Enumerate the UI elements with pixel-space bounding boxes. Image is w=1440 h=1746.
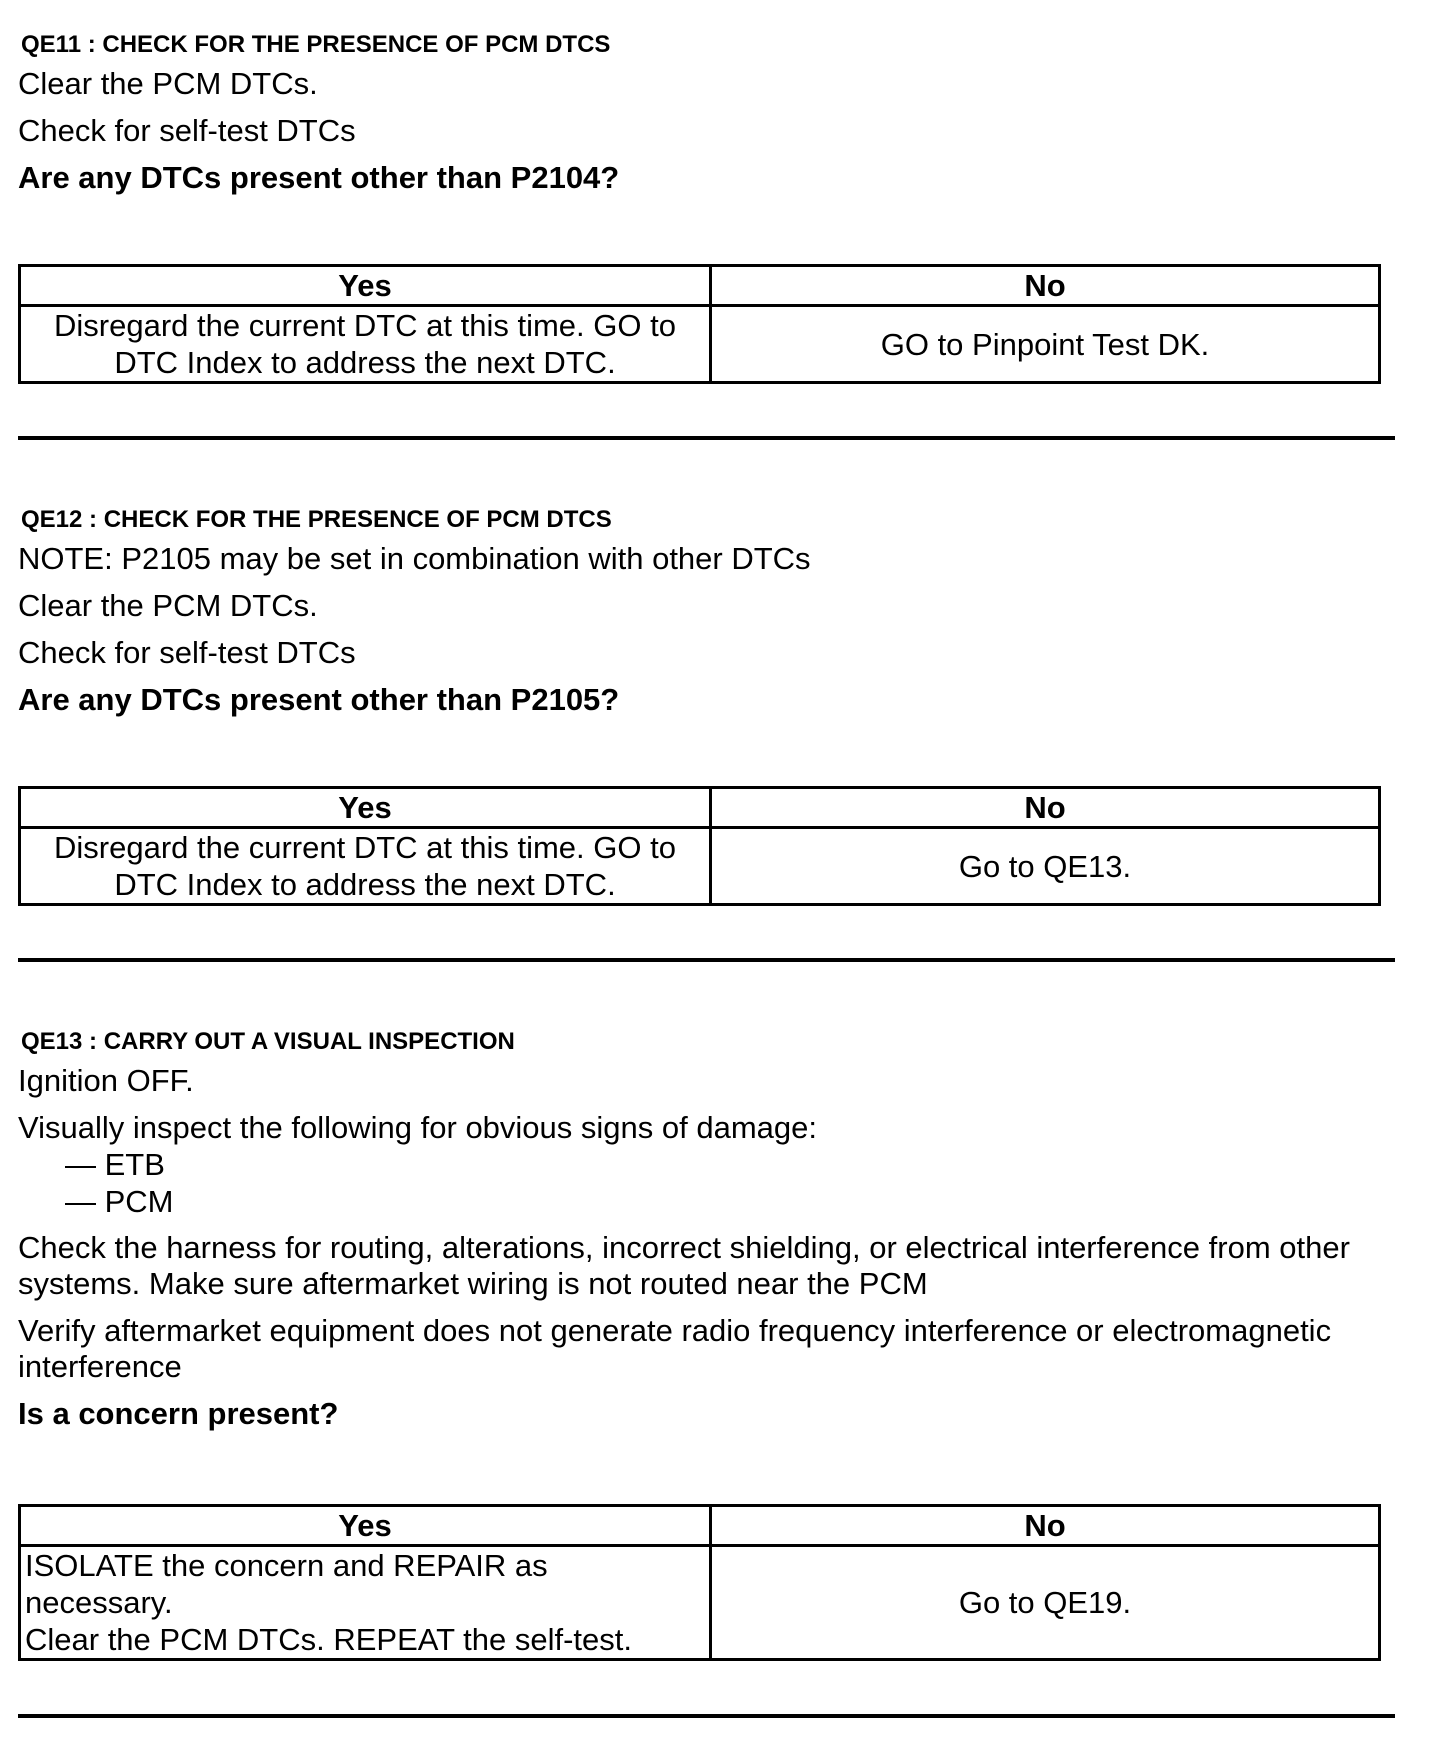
step-question: Are any DTCs present other than P2105? — [18, 682, 620, 717]
section-divider — [18, 436, 1395, 440]
yes-header: Yes — [20, 1506, 711, 1546]
section-qe11 — [18, 30, 1398, 196]
yes-action: Disregard the current DTC at this time. GO to DTC Index to address the next DTC. — [20, 306, 711, 383]
instruction-line: Check for self-test DTCs — [18, 113, 356, 148]
inspection-item: — PCM — [65, 1184, 174, 1219]
no-header: No — [711, 788, 1380, 828]
yes-header: Yes — [20, 788, 711, 828]
step-title: QE11 : CHECK FOR THE PRESENCE OF PCM DTCS — [21, 31, 611, 58]
instruction-line: Check for self-test DTCs — [18, 635, 356, 670]
instruction-line: NOTE: P2105 may be set in combination with other DTCs — [18, 541, 811, 576]
yes-action: Disregard the current DTC at this time. GO to DTC Index to address the next DTC. — [20, 828, 711, 905]
step-title: QE13 : CARRY OUT A VISUAL INSPECTION — [21, 1028, 515, 1055]
yes-action-line: Clear the PCM DTCs. REPEAT the self-test. — [25, 1622, 632, 1657]
instruction-line: Visually inspect the following for obvious signs of damage: — [18, 1110, 817, 1145]
section-qe12 — [18, 505, 1398, 718]
section-divider — [18, 958, 1395, 962]
no-action: Go to QE19. — [711, 1546, 1380, 1660]
decision-table — [18, 264, 1381, 384]
step-question: Is a concern present? — [18, 1396, 339, 1431]
instruction-line: Clear the PCM DTCs. — [18, 66, 318, 101]
step-title: QE12 : CHECK FOR THE PRESENCE OF PCM DTCS — [21, 506, 612, 533]
section-divider — [18, 1714, 1395, 1718]
instruction-line: Clear the PCM DTCs. — [18, 588, 318, 623]
yes-header: Yes — [20, 266, 711, 306]
yes-action-line: ISOLATE the concern and REPAIR as — [25, 1548, 548, 1583]
no-action: Go to QE13. — [711, 828, 1380, 905]
instruction-line: Verify aftermarket equipment does not generate radio frequency interference or electromagnetic interference — [18, 1313, 1332, 1384]
no-header: No — [711, 266, 1380, 306]
instruction-line: Ignition OFF. — [18, 1063, 194, 1098]
yes-action-line: necessary. — [25, 1585, 173, 1620]
yes-action — [20, 1546, 711, 1660]
no-header: No — [711, 1506, 1380, 1546]
inspection-item: — ETB — [65, 1147, 165, 1182]
step-question: Are any DTCs present other than P2104? — [18, 160, 620, 195]
no-action: GO to Pinpoint Test DK. — [711, 306, 1380, 383]
instruction-line: Check the harness for routing, alterations, incorrect shielding, or electrical interference from other systems. Make sure aftermarket wiring is not routed near the PCM — [18, 1230, 1350, 1301]
decision-table — [18, 1504, 1381, 1661]
decision-table — [18, 786, 1381, 906]
section-qe13 — [18, 1027, 1398, 1432]
